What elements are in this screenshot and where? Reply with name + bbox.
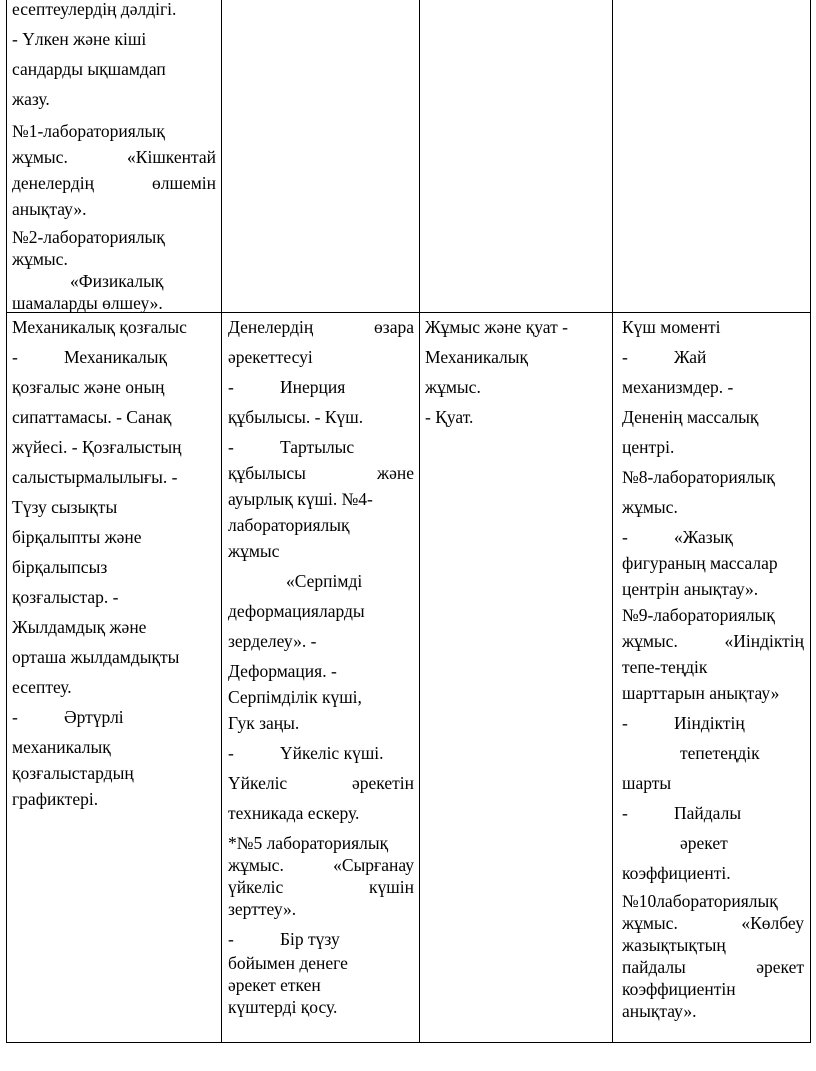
text-word: «Жазық	[674, 527, 733, 547]
text-word: өзара	[374, 317, 414, 337]
text-line: бірқалыпсыз	[12, 557, 108, 577]
text-line: Серпімділік күші,	[228, 687, 362, 707]
text-word: Механикалық	[64, 347, 168, 367]
text-line: тепетеңдік	[680, 743, 760, 763]
text-line: анықтау».	[622, 1001, 697, 1021]
text-line: жүйесі. - Қозғалыстың	[12, 437, 182, 457]
table-border-bottom	[6, 1042, 811, 1043]
justified-line	[228, 876, 414, 898]
justified-line	[228, 770, 414, 796]
text-line: жұмыс.	[12, 249, 68, 269]
justified-line	[622, 956, 804, 978]
topic-title: Жұмыс және қуат -	[425, 317, 568, 337]
text-line: жазықтықтың	[622, 935, 726, 955]
text-line: қозғалыстар. -	[12, 587, 119, 607]
text-line: жұмыс.	[622, 497, 678, 517]
dash-mark: -	[622, 713, 628, 733]
text-line: №1-лабораториялық	[12, 121, 165, 141]
text-word: Тартылыс	[280, 437, 355, 457]
text-line: тепе-теңдік	[622, 657, 708, 677]
text-word: үйкеліс	[228, 877, 284, 897]
text-line: әрекет	[680, 833, 728, 853]
text-word: Жай	[674, 347, 707, 367]
text-line: қозғалыстардың	[12, 763, 134, 783]
text-line: зерттеу».	[228, 899, 297, 919]
text-line: бойымен денеге	[228, 953, 348, 973]
cell-col4-moment-of-force	[622, 314, 804, 1022]
text-line: - Қуат.	[425, 407, 474, 427]
text-word: әрекет	[756, 957, 804, 977]
text-line: шарттарын анықтау»	[622, 683, 780, 703]
text-word: жұмыс.	[228, 855, 284, 875]
text-word: жұмыс.	[622, 631, 678, 651]
text-line: №9-лабораториялық	[622, 605, 775, 625]
text-line: №10лабораториялық	[622, 891, 778, 911]
text-line: салыстырмалылығы. -	[12, 467, 178, 487]
column-divider-1	[221, 0, 222, 1043]
text-line: ауырлық күші. №4-	[228, 489, 373, 509]
text-word: және	[377, 463, 414, 483]
text-line: Деформация. -	[228, 661, 337, 681]
dash-mark: -	[622, 527, 628, 547]
text-word: күшін	[369, 877, 414, 897]
dash-line	[228, 374, 414, 400]
text-line: №8-лабораториялық	[622, 467, 775, 487]
justified-line	[622, 628, 804, 654]
column-divider-3	[612, 0, 613, 1043]
text-word: жұмыс.	[12, 147, 68, 167]
text-line: жұмыс.	[425, 377, 481, 397]
text-line: «Физикалық	[70, 271, 164, 291]
text-line: Жылдамдық және	[12, 617, 147, 637]
dash-mark: -	[228, 743, 234, 763]
justified-line	[228, 460, 414, 486]
text-line: әрекет еткен	[228, 975, 321, 995]
dash-line	[228, 740, 414, 766]
text-line: орташа жылдамдықты	[12, 647, 180, 667]
text-word: «Сырғанау	[333, 855, 414, 875]
cell-col3-work-and-power	[425, 314, 607, 430]
text-word: құбылысы	[228, 463, 306, 483]
justified-line	[12, 144, 216, 170]
text-line: коэффициентін	[622, 979, 736, 999]
text-word: Инерция	[280, 377, 346, 397]
table-border-left	[6, 0, 7, 1043]
text-word: денелердің	[12, 173, 94, 193]
text-line: анықтау».	[12, 199, 87, 219]
cell-col2-interaction-of-bodies	[228, 314, 414, 1018]
text-line: әрекеттесуі	[228, 347, 313, 367]
dash-mark: -	[228, 437, 234, 457]
cell-col1-top	[12, 0, 216, 314]
text-word: Үйкеліс	[228, 773, 288, 793]
column-divider-2	[419, 0, 420, 1043]
dash-mark: -	[12, 347, 18, 367]
text-line: деформацияларды	[228, 601, 365, 621]
dash-mark: -	[12, 707, 18, 727]
text-line: Механикалық	[425, 347, 529, 367]
topic-title: Механикалық қозғалыс	[12, 317, 187, 337]
text-line: жазу.	[12, 89, 50, 109]
text-line: механизмдер. -	[622, 377, 734, 397]
text-word: Үйкеліс күші.	[280, 743, 384, 763]
dash-line	[12, 704, 216, 730]
text-word: әрекетін	[352, 773, 414, 793]
justified-line	[228, 854, 414, 876]
dash-line	[228, 926, 414, 952]
text-word: «Иіндіктің	[724, 631, 804, 651]
text-line: *№5 лабораториялық	[228, 833, 389, 853]
text-line: центрі.	[622, 437, 675, 457]
dash-mark: -	[228, 377, 234, 397]
text-word: «Кішкентай	[127, 147, 216, 167]
dash-line	[622, 800, 804, 826]
text-line: Гук заңы.	[228, 713, 300, 733]
text-line: шарты	[622, 773, 672, 793]
text-line: Дененің массалық	[622, 407, 759, 427]
text-line: графиктері.	[12, 789, 99, 809]
text-line: Түзу сызықты	[12, 497, 118, 517]
dash-line	[622, 344, 804, 370]
text-line: қозғалыс және оның	[12, 377, 165, 397]
text-word: жұмыс.	[622, 913, 678, 933]
cell-col1-mechanical-motion	[12, 314, 216, 812]
text-word: «Көлбеу	[741, 913, 804, 933]
text-word: Әртүрлі	[64, 707, 124, 727]
text-line: коэффициенті.	[622, 863, 731, 883]
text-word: өлшемін	[151, 173, 216, 193]
topic-title	[228, 314, 414, 340]
text-line: центрін анықтау».	[622, 579, 759, 599]
dash-line	[622, 710, 804, 736]
text-line: бірқалыпты және	[12, 527, 142, 547]
justified-line	[12, 170, 216, 196]
text-line: шамаларды өлшеу».	[12, 293, 163, 313]
text-line: сипаттамасы. - Санақ	[12, 407, 172, 427]
text-word: Бір түзу	[280, 929, 340, 949]
text-word: Денелердің	[228, 317, 314, 337]
topic-title: Күш моменті	[622, 317, 721, 337]
dash-line	[622, 524, 804, 550]
table-border-right	[810, 0, 811, 1043]
text-line: зерделеу». -	[228, 631, 317, 651]
text-line: - Үлкен және кіші	[12, 29, 147, 49]
text-word: Пайдалы	[674, 803, 742, 823]
text-line: есептеулердің дәлдігі.	[12, 0, 177, 19]
text-word: Иіндіктің	[674, 713, 745, 733]
text-line: «Серпімді	[286, 571, 363, 591]
dash-line	[228, 434, 414, 460]
dash-mark: -	[622, 347, 628, 367]
text-line: механикалық	[12, 737, 111, 757]
dash-line	[12, 344, 216, 370]
text-line: №2-лабораториялық	[12, 227, 165, 247]
text-line: сандарды ықшамдап	[12, 59, 166, 79]
text-line: жұмыс	[228, 541, 280, 561]
justified-line	[622, 912, 804, 934]
text-word: пайдалы	[622, 957, 686, 977]
text-line: фигураның массалар	[622, 553, 778, 573]
dash-mark: -	[228, 929, 234, 949]
text-line: техникада ескеру.	[228, 803, 360, 823]
text-line: құбылысы. - Күш.	[228, 407, 364, 427]
text-line: есептеу.	[12, 677, 72, 697]
dash-mark: -	[622, 803, 628, 823]
text-line: лабораториялық	[228, 515, 350, 535]
text-line: күштерді қосу.	[228, 997, 338, 1017]
